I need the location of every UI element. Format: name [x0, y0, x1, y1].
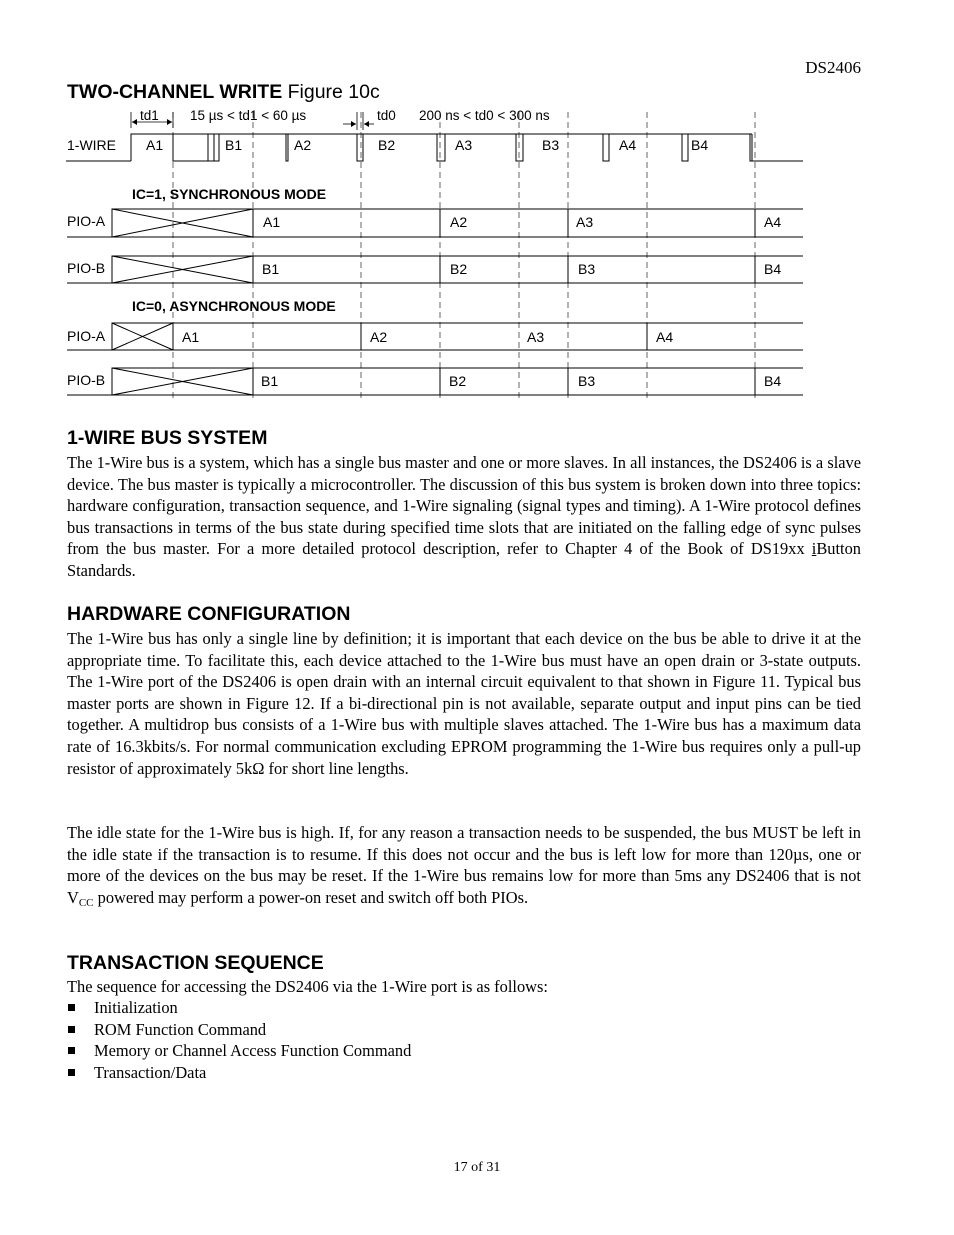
async-mode-title: IC=0, ASYNCHRONOUS MODE [132, 298, 336, 314]
sync-pio-a-value: A3 [576, 214, 594, 230]
onewire-slot: B3 [542, 137, 560, 153]
sync-pio-a-value: A2 [450, 214, 468, 230]
hardware-heading: HARDWARE CONFIGURATION [67, 603, 351, 625]
list-item-text: Transaction/Data [94, 1062, 207, 1082]
bullet-square-icon [68, 1026, 75, 1033]
async-pio-a-value: A3 [527, 329, 545, 345]
td0-label: td0 [377, 108, 396, 123]
onewire-slot: A3 [455, 137, 473, 153]
sync-pio-b-row [67, 256, 803, 283]
pio-a-label: PIO-A [67, 328, 106, 344]
async-pio-a-value: A4 [656, 329, 674, 345]
async-pio-a-value: A2 [370, 329, 388, 345]
list-item-text: Initialization [94, 998, 178, 1017]
bus-system-text-end: Button Standards. [67, 539, 861, 580]
sync-pio-a-value: A1 [263, 214, 281, 230]
page-number: 17 of 31 [453, 1160, 501, 1175]
list-item [67, 1062, 411, 1084]
async-pio-b-value: B2 [449, 373, 467, 389]
td1-label: td1 [140, 108, 159, 123]
timing-diagram [0, 0, 954, 420]
pio-b-label: PIO-B [67, 372, 106, 388]
list-item [67, 997, 411, 1019]
document-part-number: DS2406 [805, 58, 861, 77]
async-pio-a-row [67, 323, 803, 350]
bus-system-paragraph [67, 452, 861, 582]
bullet-square-icon [68, 1047, 75, 1054]
list-item [67, 1019, 411, 1041]
onewire-slot: A4 [619, 137, 637, 153]
ibutton-i: i [811, 539, 817, 559]
sync-pio-b-value: B3 [578, 261, 596, 277]
async-pio-b-value: B4 [764, 373, 782, 389]
onewire-slot: B2 [378, 137, 396, 153]
td1-range: 15 µs < td1 < 60 µs [190, 108, 307, 123]
list-item [67, 1040, 411, 1062]
bus-system-text: The 1-Wire bus is a system, which has a single bus master and one or more slaves. In all instances, the DS2406 is a slave device. The bus master is typically a microcontroller. The discussion of this bus system is broken down into three topics: hardware configuration, transaction sequence, and 1-Wire signaling (signal types and timing). A 1-Wire protocol defines bus transactions in terms of the bus state during specified time slots that are initiated on the falling edge of sync pulses from the bus master. For a more detailed protocol description, refer to Chapter 4 of the Book of DS19xx [67, 453, 861, 559]
pio-b-label: PIO-B [67, 260, 106, 276]
bus-system-heading: 1-WIRE BUS SYSTEM [67, 427, 268, 449]
hardware-paragraph-2 [67, 822, 861, 914]
onewire-slot: A2 [294, 137, 312, 153]
sync-pio-b-value: B4 [764, 261, 782, 277]
td0-range: 200 ns < td0 < 300 ns [419, 108, 550, 123]
figure-title-bold: TWO-CHANNEL WRITE [67, 81, 283, 103]
sync-pio-a-value: A4 [764, 214, 782, 230]
hardware-p2-text: The idle state for the 1-Wire bus is high. If, for any reason a transaction needs to be suspended, the bus MUST be left in the idle state if the transaction is to resume. If this does not occur and the bus is left low for more than 120µs, one or more of the devices on the bus may be reset. If the 1-Wire bus remains low for more than 5ms any DS2406 that is not V [67, 823, 861, 907]
async-pio-a-value: A1 [182, 329, 200, 345]
onewire-label: 1-WIRE [67, 137, 116, 153]
sync-pio-b-value: B2 [450, 261, 468, 277]
onewire-row [66, 134, 803, 161]
async-pio-b-value: B3 [578, 373, 596, 389]
list-item-text: Memory or Channel Access Function Command [94, 1041, 412, 1061]
bullet-square-icon [68, 1069, 75, 1076]
hardware-paragraph-1: The 1-Wire bus has only a single line by definition; it is important that each device on the bus be able to drive it at the appropriate time. To facilitate this, each device attached to the 1-Wire bus must have an open drain or 3-state outputs. The 1-Wire port of the DS2406 is open drain with an internal circuit equivalent to that shown in Figure 11. Typical bus master ports are shown in Figure 12. If a bi-directional pin is not available, separate output and input pins can be tied together. A multidrop bus consists of a 1-Wire bus with multiple slaves attached. The 1-Wire bus has a maximum data rate of 16.3kbits/s. For normal communication excluding EPROM programming the 1-Wire bus requires only a pull-up resistor of approximately 5kΩ for short line lengths. [67, 629, 861, 778]
async-pio-b-value: B1 [261, 373, 279, 389]
list-item-text: ROM Function Command [94, 1019, 267, 1039]
hardware-p2-text-end: powered may perform a power-on reset and switch off both PIOs. [93, 887, 529, 907]
transaction-intro: The sequence for accessing the DS2406 via the 1-Wire port is as follows: [67, 977, 548, 996]
figure-title-number: Figure 10c [282, 81, 380, 103]
onewire-slot: B1 [225, 137, 243, 153]
transaction-heading: TRANSACTION SEQUENCE [67, 952, 324, 974]
vcc-subscript: CC [78, 896, 94, 909]
onewire-slot: A1 [146, 137, 164, 153]
dashed-gridlines [173, 112, 755, 402]
td0-marker [343, 112, 374, 130]
bullet-square-icon [68, 1004, 75, 1011]
transaction-steps-list [67, 997, 411, 1083]
sync-pio-a-row [67, 209, 803, 237]
sync-mode-title: IC=1, SYNCHRONOUS MODE [132, 186, 327, 202]
async-pio-b-row [67, 368, 803, 395]
pio-a-label: PIO-A [67, 213, 106, 229]
onewire-slot: B4 [691, 137, 709, 153]
sync-pio-b-value: B1 [262, 261, 280, 277]
